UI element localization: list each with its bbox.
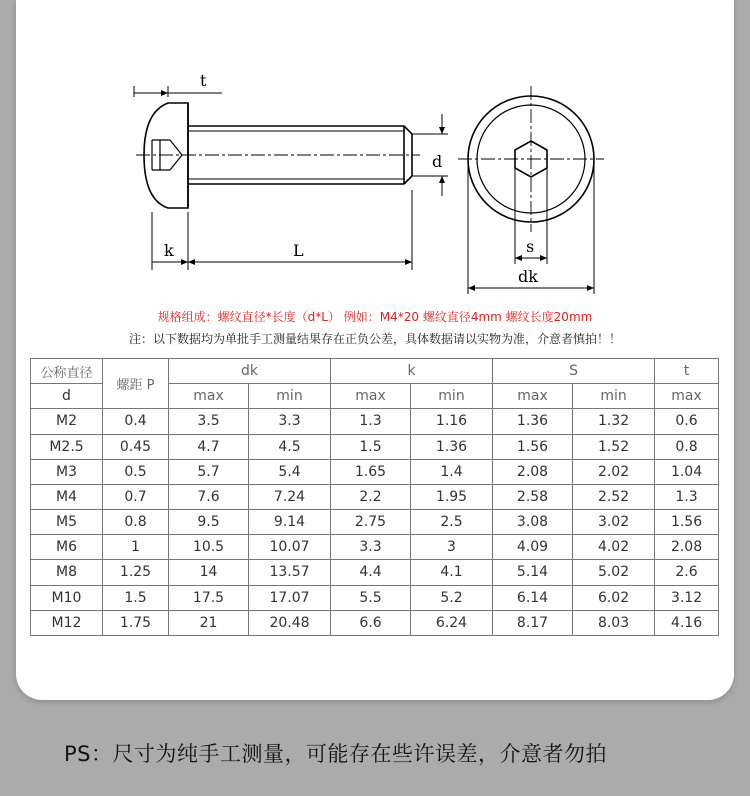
table-cell: 1.04 (655, 459, 719, 484)
table-cell: M12 (31, 610, 103, 635)
table-header-row-1 (31, 359, 719, 384)
table-cell: 10.5 (169, 535, 249, 560)
header-s-max: max (493, 384, 573, 409)
table-cell: M6 (31, 535, 103, 560)
table-cell: 1.56 (655, 510, 719, 535)
table-cell: 1.36 (411, 434, 493, 459)
table-cell: 1.4 (411, 459, 493, 484)
table-cell: 1.65 (331, 459, 411, 484)
table-cell: 3.3 (249, 409, 331, 434)
table-cell: 1.56 (493, 434, 573, 459)
spec-format-note: 规格组成：螺纹直径*长度（d*L） 例如：M4*20 螺纹直径4mm 螺纹长度20mm (157, 310, 593, 324)
table-cell: 3.5 (169, 409, 249, 434)
table-cell: 14 (169, 560, 249, 585)
table-cell: 6.14 (493, 585, 573, 610)
table-row (31, 610, 719, 635)
table-cell: 0.6 (655, 409, 719, 434)
tolerance-disclaimer: 注：以下数据均为单批手工测量结果存在正负公差，具体数据请以实物为准，介意者慎拍！！ (128, 332, 621, 346)
table-cell: 4.09 (493, 535, 573, 560)
table-cell: 1.5 (331, 434, 411, 459)
table-cell: 3 (411, 535, 493, 560)
table-cell: 3.08 (493, 510, 573, 535)
table-row (31, 409, 719, 434)
table-cell: 9.5 (169, 510, 249, 535)
screw-dimension-diagram (0, 0, 750, 300)
table-cell: 21 (169, 610, 249, 635)
table-cell: 3.02 (573, 510, 655, 535)
label-k: k (164, 241, 174, 260)
table-cell: 2.6 (655, 560, 719, 585)
table-cell: 7.6 (169, 484, 249, 509)
table-row (31, 434, 719, 459)
header-t: t (655, 359, 719, 384)
table-cell: 0.5 (103, 459, 169, 484)
table-cell: 4.7 (169, 434, 249, 459)
table-cell: M3 (31, 459, 103, 484)
table-cell: 1.5 (103, 585, 169, 610)
table-cell: 4.4 (331, 560, 411, 585)
table-cell: 4.5 (249, 434, 331, 459)
table-row (31, 585, 719, 610)
table-cell: 2.75 (331, 510, 411, 535)
label-s: s (526, 237, 535, 256)
table-cell: 4.02 (573, 535, 655, 560)
table-cell: 1.95 (411, 484, 493, 509)
dimension-spec-table (30, 358, 719, 636)
table-cell: 1.36 (493, 409, 573, 434)
table-cell: 20.48 (249, 610, 331, 635)
table-cell: 6.24 (411, 610, 493, 635)
table-cell: M2.5 (31, 434, 103, 459)
header-k-min: min (411, 384, 493, 409)
header-pitch: 螺距 P (103, 359, 169, 409)
side-view (136, 103, 420, 208)
table-row (31, 459, 719, 484)
t-dimension (134, 86, 222, 97)
table-cell: 1.3 (331, 409, 411, 434)
table-cell: 5.2 (411, 585, 493, 610)
table-cell: 2.08 (493, 459, 573, 484)
table-cell: 0.8 (655, 434, 719, 459)
table-cell: 3.3 (331, 535, 411, 560)
table-cell: 0.4 (103, 409, 169, 434)
table-cell: 10.07 (249, 535, 331, 560)
table-cell: 2.52 (573, 484, 655, 509)
table-cell: 7.24 (249, 484, 331, 509)
table-cell: 1.25 (103, 560, 169, 585)
table-cell: 8.17 (493, 610, 573, 635)
table-cell: 5.5 (331, 585, 411, 610)
header-dk-min: min (249, 384, 331, 409)
table-row (31, 560, 719, 585)
table-cell: 2.5 (411, 510, 493, 535)
table-cell: 1.16 (411, 409, 493, 434)
table-row (31, 535, 719, 560)
table-cell: 0.7 (103, 484, 169, 509)
header-dk-max: max (169, 384, 249, 409)
label-dk: dk (518, 267, 538, 286)
table-cell: 6.6 (331, 610, 411, 635)
table-cell: M8 (31, 560, 103, 585)
table-cell: 1.75 (103, 610, 169, 635)
table-cell: M10 (31, 585, 103, 610)
table-cell: 5.14 (493, 560, 573, 585)
table-cell: M4 (31, 484, 103, 509)
table-cell: 5.4 (249, 459, 331, 484)
label-t: t (200, 71, 207, 90)
table-row (31, 510, 719, 535)
front-view (458, 86, 604, 232)
table-cell: 9.14 (249, 510, 331, 535)
header-k: k (331, 359, 493, 384)
table-cell: 4.1 (411, 560, 493, 585)
table-cell: 6.02 (573, 585, 655, 610)
table-cell: 3.12 (655, 585, 719, 610)
table-cell: 5.02 (573, 560, 655, 585)
table-cell: 2.2 (331, 484, 411, 509)
header-t-max: max (655, 384, 719, 409)
table-cell: 17.5 (169, 585, 249, 610)
table-cell: M5 (31, 510, 103, 535)
table-cell: 2.08 (655, 535, 719, 560)
table-row (31, 484, 719, 509)
header-nominal-d: d (31, 384, 103, 409)
table-cell: M2 (31, 409, 103, 434)
table-cell: 17.07 (249, 585, 331, 610)
table-cell: 1.3 (655, 484, 719, 509)
footer-ps-note: PS：尺寸为纯手工测量，可能存在些许误差，介意者勿拍 (64, 742, 607, 766)
header-k-max: max (331, 384, 411, 409)
header-nominal-diameter: 公称直径 (31, 359, 103, 384)
table-cell: 2.58 (493, 484, 573, 509)
table-cell: 2.02 (573, 459, 655, 484)
table-cell: 4.16 (655, 610, 719, 635)
table-cell: 0.8 (103, 510, 169, 535)
label-d: d (432, 152, 443, 171)
header-s: S (493, 359, 655, 384)
table-cell: 0.45 (103, 434, 169, 459)
table-cell: 1 (103, 535, 169, 560)
label-L: L (293, 241, 304, 260)
table-cell: 8.03 (573, 610, 655, 635)
table-cell: 5.7 (169, 459, 249, 484)
table-cell: 1.32 (573, 409, 655, 434)
table-cell: 1.52 (573, 434, 655, 459)
table-body (31, 359, 719, 636)
header-dk: dk (169, 359, 331, 384)
header-s-min: min (573, 384, 655, 409)
table-cell: 13.57 (249, 560, 331, 585)
